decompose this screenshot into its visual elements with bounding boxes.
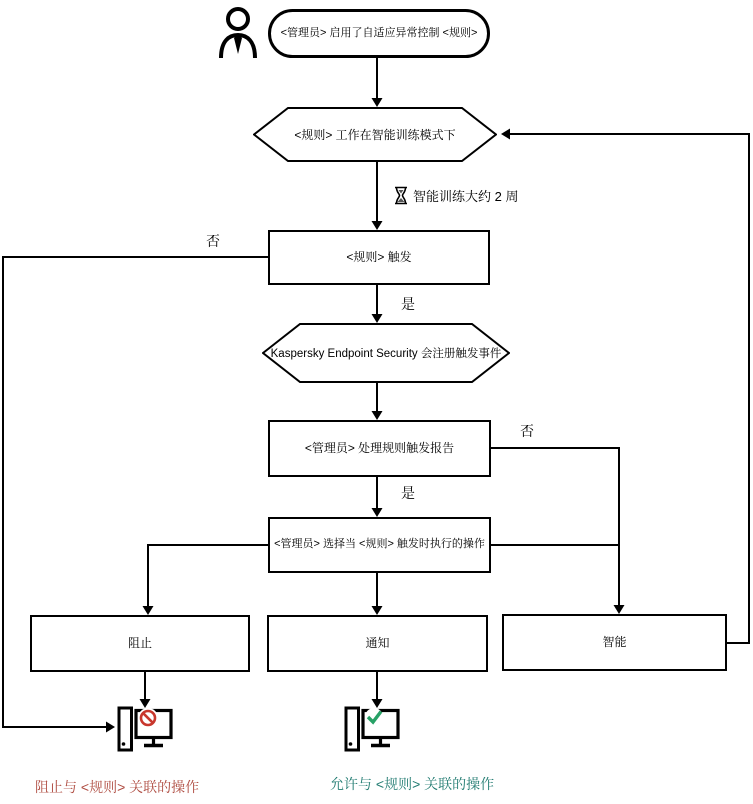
- label-yes-trigger: 是: [401, 296, 415, 312]
- label-no-trigger: 否: [206, 233, 220, 249]
- action-block-label: 阻止: [127, 636, 152, 651]
- start-node-label: <管理员> 启用了自适应异常控制 <规则>: [280, 26, 478, 39]
- arrow-down-smart: [614, 605, 625, 614]
- process-report-label: <管理员> 处理规则触发报告: [304, 441, 455, 456]
- arrow-down-training: [372, 98, 383, 107]
- computer-allowed-icon: [343, 703, 401, 757]
- prohibition-sign: [141, 711, 155, 725]
- edge-report-no: [491, 448, 619, 607]
- edge-smart-loopback: [509, 134, 749, 643]
- training-mode-label: <规则> 工作在智能训练模式下: [294, 128, 456, 142]
- arrow-down-block: [143, 606, 154, 615]
- outcome-block-caption: 阻止与 <规则> 关联的操作: [35, 779, 200, 795]
- training-duration: [394, 186, 518, 205]
- arrow-down-register: [372, 314, 383, 323]
- rule-triggered-label: <规则> 触发: [346, 250, 412, 265]
- training-mode-node: [253, 107, 497, 162]
- arrow-left-loopback: [501, 129, 510, 140]
- arrow-down-trigger: [372, 221, 383, 230]
- choose-action-node: [268, 517, 491, 573]
- action-notify-label: 通知: [365, 636, 390, 651]
- hourglass-icon: [394, 186, 408, 205]
- rule-triggered-node: [268, 230, 490, 285]
- choose-action-label: <管理员> 选择当 <规则> 触发时执行的操作: [274, 538, 485, 551]
- action-block-node: [30, 615, 250, 672]
- edge-choose-to-block: [148, 545, 268, 608]
- arrow-down-choose: [372, 508, 383, 517]
- register-event-node: [262, 323, 510, 383]
- arrow-down-notify: [372, 606, 383, 615]
- arrow-right-trigger-no: [106, 722, 115, 733]
- action-smart-label: 智能: [602, 635, 627, 650]
- outcome-allow-caption: 允许与 <规则> 关联的操作: [330, 776, 495, 792]
- start-node: [268, 9, 490, 58]
- label-no-report: 否: [520, 423, 534, 439]
- action-notify-node: [267, 615, 488, 672]
- register-event-label: Kaspersky Endpoint Security 会注册触发事件: [270, 348, 502, 360]
- process-report-node: [268, 420, 491, 477]
- action-smart-node: [502, 614, 727, 671]
- training-duration-label: 智能训练大约 2 周: [413, 189, 519, 204]
- arrow-down-report: [372, 411, 383, 420]
- computer-prohibited-icon: [116, 703, 174, 757]
- person-icon: [216, 5, 260, 59]
- label-yes-report: 是: [401, 485, 415, 501]
